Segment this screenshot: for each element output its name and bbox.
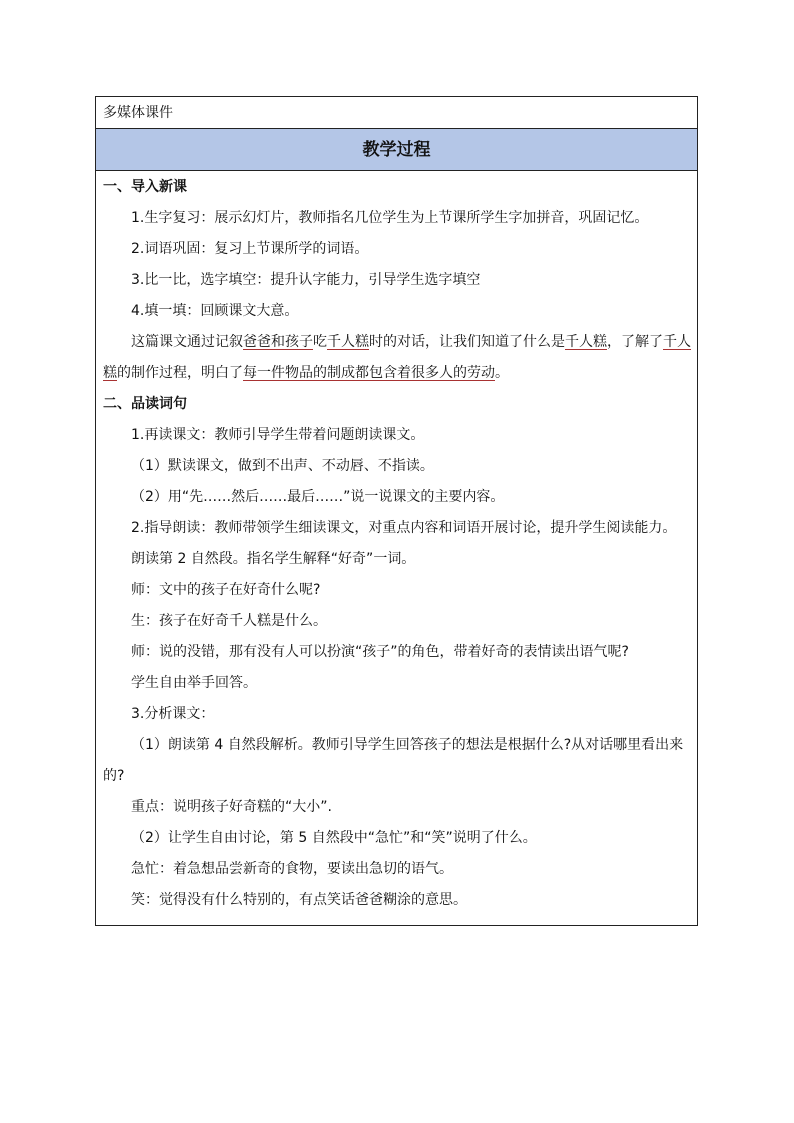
paragraph: 1.生字复习：展示幻灯片，教师指名几位学生为上节课所学生字加拼音，巩固记忆。 (131, 210, 649, 226)
paragraph: 笑：觉得没有什么特别的，有点笑话爸爸糊涂的意思。 (131, 892, 467, 908)
paragraph: 2.词语巩固：复习上节课所学的词语。 (131, 241, 369, 257)
paragraph: 3.比一比，选字填空：提升认字能力，引导学生选字填空 (131, 272, 481, 288)
paragraph: 3.分析课文： (131, 706, 215, 722)
underlined-phrase: 爸爸和孩子 (243, 334, 313, 350)
paragraph: 重点：说明孩子好奇糕的“大小”. (131, 799, 332, 815)
teaching-process-body (96, 171, 697, 925)
section-title-introduction: 一、导入新课 (103, 179, 187, 195)
summary-paragraph (103, 327, 691, 389)
paragraph: （2）用“先……然后……最后……”说一说课文的主要内容。 (131, 489, 505, 505)
paragraph: 2.指导朗读：教师带领学生细读课文，对重点内容和词语开展讨论，提升学生阅读能力。 (131, 520, 677, 536)
paragraph: 急忙：着急想品尝新奇的食物，要读出急切的语气。 (131, 861, 453, 877)
paragraph: （1）朗读第 4 自然段解析。教师引导学生回答孩子的想法是根据什么?从对话哪里看出来的? (103, 737, 684, 784)
underlined-phrase: 千人糕 (565, 334, 607, 350)
summary-text: 。 (495, 365, 509, 381)
underlined-phrase: 每一件物品的制成都包含着很多人的劳动 (243, 365, 495, 381)
underlined-phrase: 千人糕 (103, 334, 691, 381)
paragraph: （2）让学生自由讨论，第 5 自然段中“急忙”和“笑”说明了什么。 (131, 830, 537, 846)
lesson-plan-table (95, 96, 698, 926)
paragraph: 师：说的没错，那有没有人可以扮演“孩子”的角色，带着好奇的表情读出语气呢? (131, 644, 629, 660)
summary-text: 的制作过程，明白了 (117, 365, 243, 381)
teaching-resource-row: 多媒体课件 (96, 97, 697, 129)
summary-text: 吃 (313, 334, 327, 350)
teaching-process-heading: 教学过程 (96, 129, 697, 171)
paragraph: 1.再读课文：教师引导学生带着问题朗读课文。 (131, 427, 425, 443)
paragraph: 朗读第 2 自然段。指名学生解释“好奇”一词。 (131, 551, 416, 567)
paragraph: 生：孩子在好奇千人糕是什么。 (131, 613, 327, 629)
paragraph: 学生自由举手回答。 (131, 675, 257, 691)
underlined-phrase: 千人糕 (327, 334, 369, 350)
section-title-reading: 二、品读词句 (103, 396, 187, 412)
paragraph: （1）默读课文，做到不出声、不动唇、不指读。 (131, 458, 434, 474)
paragraph: 4.填一填：回顾课文大意。 (131, 303, 299, 319)
summary-text: ，了解了 (607, 334, 663, 350)
paragraph: 师：文中的孩子在好奇什么呢? (131, 582, 321, 598)
summary-text: 时的对话，让我们知道了什么是 (369, 334, 565, 350)
summary-text: 这篇课文通过记叙 (131, 334, 243, 350)
